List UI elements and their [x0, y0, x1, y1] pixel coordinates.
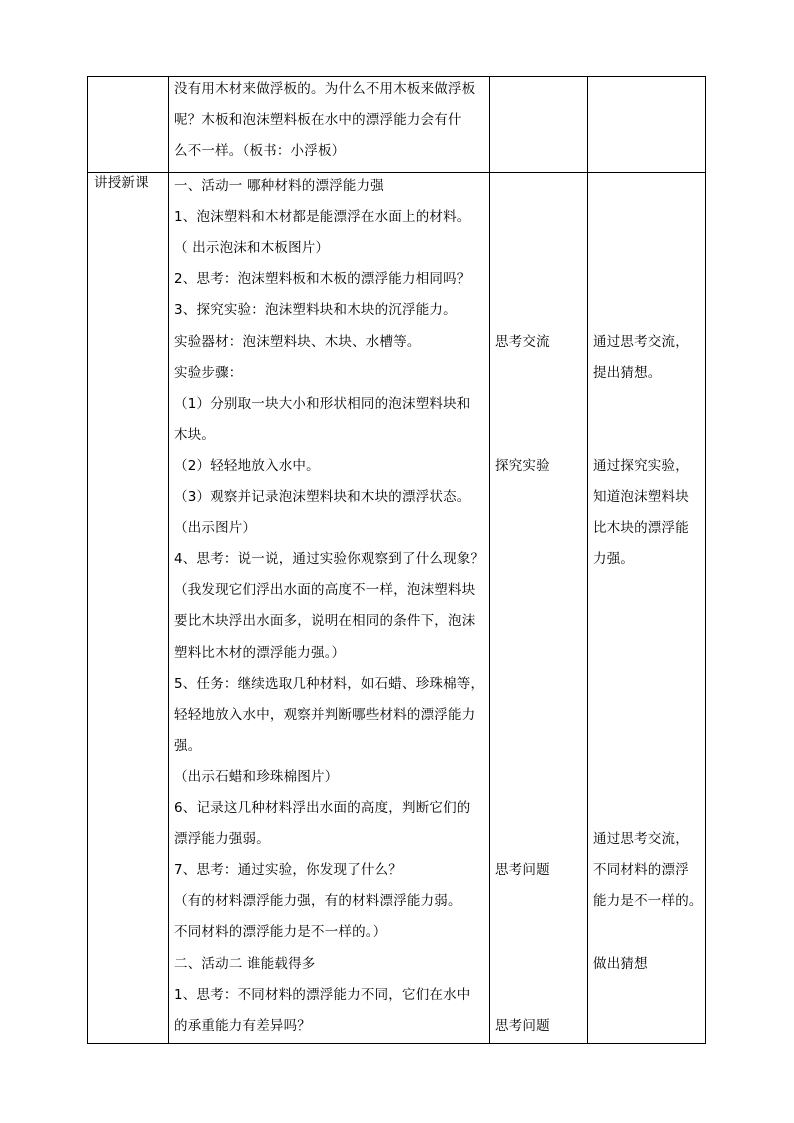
- content-line: 实验步骤：: [174, 364, 243, 381]
- content-line: 6、记录这几种材料浮出水面的高度，判断它们的: [174, 800, 471, 816]
- content-cell: [168, 77, 489, 172]
- content-line: 的承重能力有差异吗？: [174, 1017, 311, 1034]
- intent-line: 通过思考交流，: [593, 333, 689, 350]
- table-row: [88, 77, 705, 173]
- content-line: （出示图片）: [174, 520, 257, 537]
- content-line: 轻轻地放入水中，观察并判断哪些材料的漂浮能力: [174, 706, 476, 723]
- intent-line: 力强。: [593, 551, 635, 568]
- content-line: （ 出示泡沫和木板图片）: [174, 240, 330, 257]
- intent-line: 提出猜想。: [593, 364, 662, 381]
- intent-line: 做出猜想: [593, 955, 648, 972]
- content-line: 一、活动一 哪种材料的漂浮能力强: [174, 178, 384, 194]
- lesson-plan-table: [87, 76, 706, 1044]
- intent-cell: [587, 77, 707, 172]
- content-line: 没有用木材来做浮板的。为什么不用木板来做浮板: [174, 81, 476, 97]
- content-line: 3、探究实验：泡沫塑料块和木块的沉浮能力。: [174, 302, 457, 319]
- activity-label: 思考问题: [495, 1017, 550, 1034]
- content-line: （3）观察并记录泡沫塑料块和木块的漂浮状态。: [174, 489, 471, 505]
- content-line: （我发现它们浮出水面的高度不一样，泡沫塑料块: [174, 582, 476, 599]
- content-line: 2、思考：泡沫塑料板和木板的漂浮能力相同吗？: [174, 271, 471, 288]
- stage-cell: [88, 173, 168, 1044]
- activity-label: 思考问题: [495, 862, 550, 879]
- content-line: 二、活动二 谁能载得多: [174, 955, 316, 972]
- content-line: 4、思考：说一说，通过实验你观察到了什么现象？: [174, 551, 485, 568]
- intent-line: 比木块的漂浮能: [593, 520, 689, 537]
- content-line: 要比木块浮出水面多，说明在相同的条件下，泡沫: [174, 613, 476, 630]
- content-line: 实验器材：泡沫塑料块、木块、水槽等。: [174, 333, 421, 350]
- activity-label: 思考交流: [495, 333, 550, 350]
- content-line: 不同材料的漂浮能力是不一样的。）: [174, 924, 387, 941]
- intent-line: 通过探究实验，: [593, 457, 689, 474]
- intent-line: 知道泡沫塑料块: [593, 489, 689, 505]
- content-line: 7、思考：通过实验，你发现了什么？: [174, 862, 402, 879]
- content-line: 木块。: [174, 426, 216, 443]
- content-line: （2）轻轻地放入水中。: [174, 457, 320, 474]
- content-line: （有的材料漂浮能力强，有的材料漂浮能力弱。: [174, 893, 462, 910]
- content-line: 塑料比木材的漂浮能力强。）: [174, 644, 346, 661]
- content-line: 强。: [174, 737, 202, 754]
- content-line: 呢？木板和泡沫塑料板在水中的漂浮能力会有什: [174, 112, 462, 129]
- intent-line: 通过思考交流，: [593, 831, 689, 848]
- activity-label: 探究实验: [495, 457, 550, 474]
- content-line: 1、泡沫塑料和木材都是能漂浮在水面上的材料。: [174, 209, 471, 226]
- stage-label: 讲授新课: [94, 175, 149, 191]
- content-line: （1）分别取一块大小和形状相同的泡沫塑料块和: [174, 395, 471, 412]
- intent-line: 能力是不一样的。: [593, 893, 703, 910]
- content-line: 5、任务：继续选取几种材料，如石蜡、珍珠棉等，: [174, 675, 485, 692]
- activity-cell: [489, 77, 587, 172]
- activity-cell: [489, 173, 587, 1044]
- intent-line: 不同材料的漂浮: [593, 862, 689, 879]
- stage-cell: [88, 77, 168, 172]
- content-line: 1、思考：不同材料的漂浮能力不同，它们在水中: [174, 986, 471, 1003]
- content-line: 漂浮能力强弱。: [174, 831, 270, 848]
- content-cell: [168, 173, 489, 1044]
- content-line: 么不一样。（板书：小浮板）: [174, 143, 346, 160]
- intent-cell: [587, 173, 707, 1044]
- table-row: [88, 173, 705, 1044]
- content-line: （出示石蜡和珍珠棉图片）: [174, 768, 339, 785]
